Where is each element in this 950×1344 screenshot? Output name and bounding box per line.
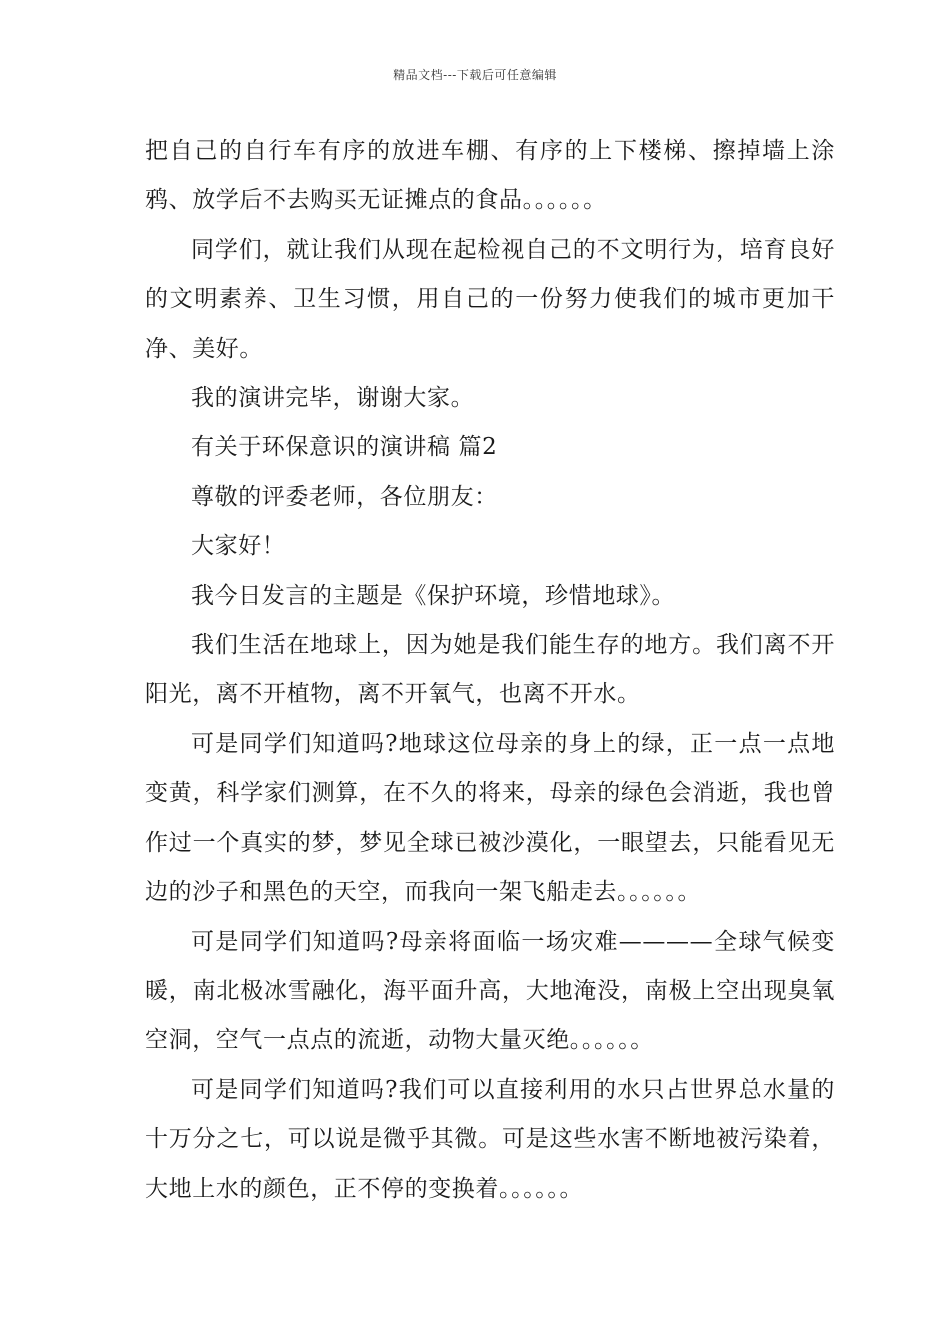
salutation: 尊敬的评委老师，各位朋友： bbox=[191, 483, 498, 510]
greeting: 大家好！ bbox=[191, 533, 286, 560]
paragraph: 可是同学们知道吗?我们可以直接利用的水只占世界总水量的十万分之七，可以说是微乎其微。可是这些水害不断地被污染着，大地上水的颜色，正不停的变换着。。。。。。 bbox=[145, 1076, 835, 1202]
document-body bbox=[145, 127, 835, 1214]
paragraph: 可是同学们知道吗?母亲将面临一场灾难————全球气候变暖，南北极冰雪融化，海平面升高，大地淹没，南极上空出现臭氧空洞，空气一点点的流逝，动物大量灭绝。。。。。。 bbox=[145, 928, 835, 1054]
paragraph: 同学们，就让我们从现在起检视自己的不文明行为，培育良好的文明素养、卫生习惯，用自己的一份努力使我们的城市更加干净、美好。 bbox=[145, 236, 835, 362]
paragraph: 可是同学们知道吗?地球这位母亲的身上的绿，正一点一点地变黄，科学家们测算，在不久的将来，母亲的绿色会消逝，我也曾作过一个真实的梦，梦见全球已被沙漠化，一眼望去，只能看见无边的沙子和黑色的天空，而我向一架飞船走去。。。。。。 bbox=[145, 730, 835, 906]
section-title: 有关于环保意识的演讲稿 篇2 bbox=[191, 434, 498, 461]
paragraph: 我的演讲完毕，谢谢大家。 bbox=[191, 385, 475, 412]
page-header: 精品文档---下载后可任意编辑 bbox=[393, 68, 557, 82]
paragraph: 我们生活在地球上，因为她是我们能生存的地方。我们离不开阳光，离不开植物，离不开氧气，也离不开水。 bbox=[145, 632, 835, 708]
paragraph-continued: 把自己的自行车有序的放进车棚、有序的上下楼梯、擦掉墙上涂鸦、放学后不去购买无证摊点的食品。。。。。。 bbox=[145, 138, 835, 214]
paragraph: 我今日发言的主题是《保护环境，珍惜地球》。 bbox=[191, 582, 676, 609]
